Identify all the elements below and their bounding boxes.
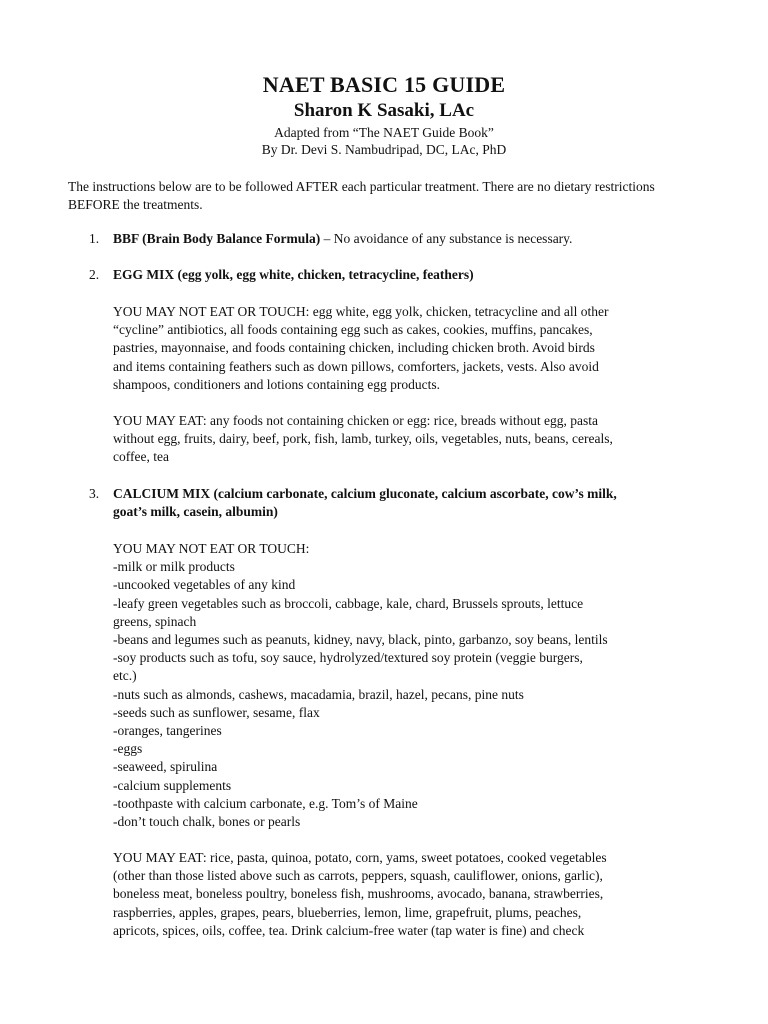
item-number: 1. <box>89 231 100 246</box>
text-line: -seeds such as sunflower, sesame, flax <box>113 704 320 720</box>
text-line: -eggs <box>113 741 143 757</box>
text-line: -nuts such as almonds, cashews, macadamia, brazil, hazel, pecans, pine nuts <box>113 686 524 702</box>
text-line: -milk or milk products <box>113 559 235 575</box>
calcium-avoid-list <box>113 540 713 831</box>
text-line: -soy products such as tofu, soy sauce, hydrolyzed/textured soy protein (veggie burgers, <box>113 650 583 666</box>
list-item-egg-mix <box>89 266 704 284</box>
egg-mix-may-eat-paragraph <box>113 412 713 467</box>
item-number: 3. <box>89 486 100 501</box>
text-line: coffee, tea <box>113 449 169 465</box>
text-line: -don’t touch chalk, bones or pearls <box>113 814 301 830</box>
text-line: YOU MAY EAT: any foods not containing chicken or egg: rice, breads without egg, pasta <box>113 413 598 428</box>
text-line: etc.) <box>113 668 137 684</box>
adapted-from-line: Adapted from “The NAET Guide Book” <box>274 125 494 140</box>
text-line: without egg, fruits, dairy, beef, pork, fish, lamb, turkey, oils, vegetables, nuts, beans, cereals, <box>113 431 613 447</box>
heading-line: goat’s milk, casein, albumin) <box>113 504 278 519</box>
heading-line: CALCIUM MIX (calcium carbonate, calcium gluconate, calcium ascorbate, cow’s milk, <box>113 486 617 501</box>
text-line: -calcium supplements <box>113 777 232 793</box>
calcium-may-eat-paragraph <box>113 849 713 940</box>
text-line: “cycline” antibiotics, all foods containing egg such as cakes, cookies, muffins, pancakes, <box>113 322 593 338</box>
text-line: greens, spinach <box>113 613 197 629</box>
list-item-bbf <box>89 230 704 248</box>
by-line: By Dr. Devi S. Nambudripad, DC, LAc, PhD <box>261 142 507 157</box>
text-line: pastries, mayonnaise, and foods containing chicken, including chicken broth. Avoid birds <box>113 340 595 356</box>
text-line: (other than those listed above such as carrots, peppers, squash, cauliflower, onions, garlic), <box>113 868 603 884</box>
text-line: apricots, spices, oils, coffee, tea. Drink calcium-free water (tap water is fine) and check <box>113 922 585 938</box>
item-heading <box>113 230 704 248</box>
document-title: NAET BASIC 15 GUIDE <box>262 72 506 97</box>
text-line: YOU MAY NOT EAT OR TOUCH: <box>113 541 310 556</box>
text-line: boneless meat, boneless poultry, boneless fish, mushrooms, avocado, banana, strawberries, <box>113 886 604 902</box>
text-line: raspberries, apples, grapes, pears, blueberries, lemon, lime, grapefruit, plums, peaches, <box>113 904 582 920</box>
item-detail: – No avoidance of any substance is necessary. <box>320 231 573 246</box>
list-item-calcium-mix <box>89 485 704 521</box>
intro-paragraph: The instructions below are to be followed AFTER each particular treatment. There are no dietary restrictions BEFORE the treatments. <box>68 179 655 212</box>
item-name: BBF (Brain Body Balance Formula) <box>113 231 321 246</box>
text-line: YOU MAY NOT EAT OR TOUCH: egg white, egg yolk, chicken, tetracycline and all other <box>113 304 609 319</box>
text-line: -seaweed, spirulina <box>113 759 218 775</box>
document-author: Sharon K Sasaki, LAc <box>293 100 475 121</box>
text-line: -uncooked vegetables of any kind <box>113 577 296 593</box>
text-line: -oranges, tangerines <box>113 723 222 739</box>
text-line: YOU MAY EAT: rice, pasta, quinoa, potato, corn, yams, sweet potatoes, cooked vegetables <box>113 850 607 865</box>
text-line: -beans and legumes such as peanuts, kidney, navy, black, pinto, garbanzo, soy beans, lentils <box>113 632 608 648</box>
text-line: shampoos, conditioners and lotions containing egg products. <box>113 376 440 392</box>
text-line: and items containing feathers such as down pillows, comforters, jackets, vests. Also avoid <box>113 358 599 374</box>
item-heading <box>113 485 704 521</box>
egg-mix-avoid-paragraph <box>113 303 713 394</box>
item-number: 2. <box>89 267 100 282</box>
text-line: -leafy green vegetables such as broccoli, cabbage, kale, chard, Brussels sprouts, lettuce <box>113 595 584 611</box>
text-line: -toothpaste with calcium carbonate, e.g. Tom’s of Maine <box>113 795 418 811</box>
item-heading: EGG MIX (egg yolk, egg white, chicken, tetracycline, feathers) <box>113 267 474 282</box>
